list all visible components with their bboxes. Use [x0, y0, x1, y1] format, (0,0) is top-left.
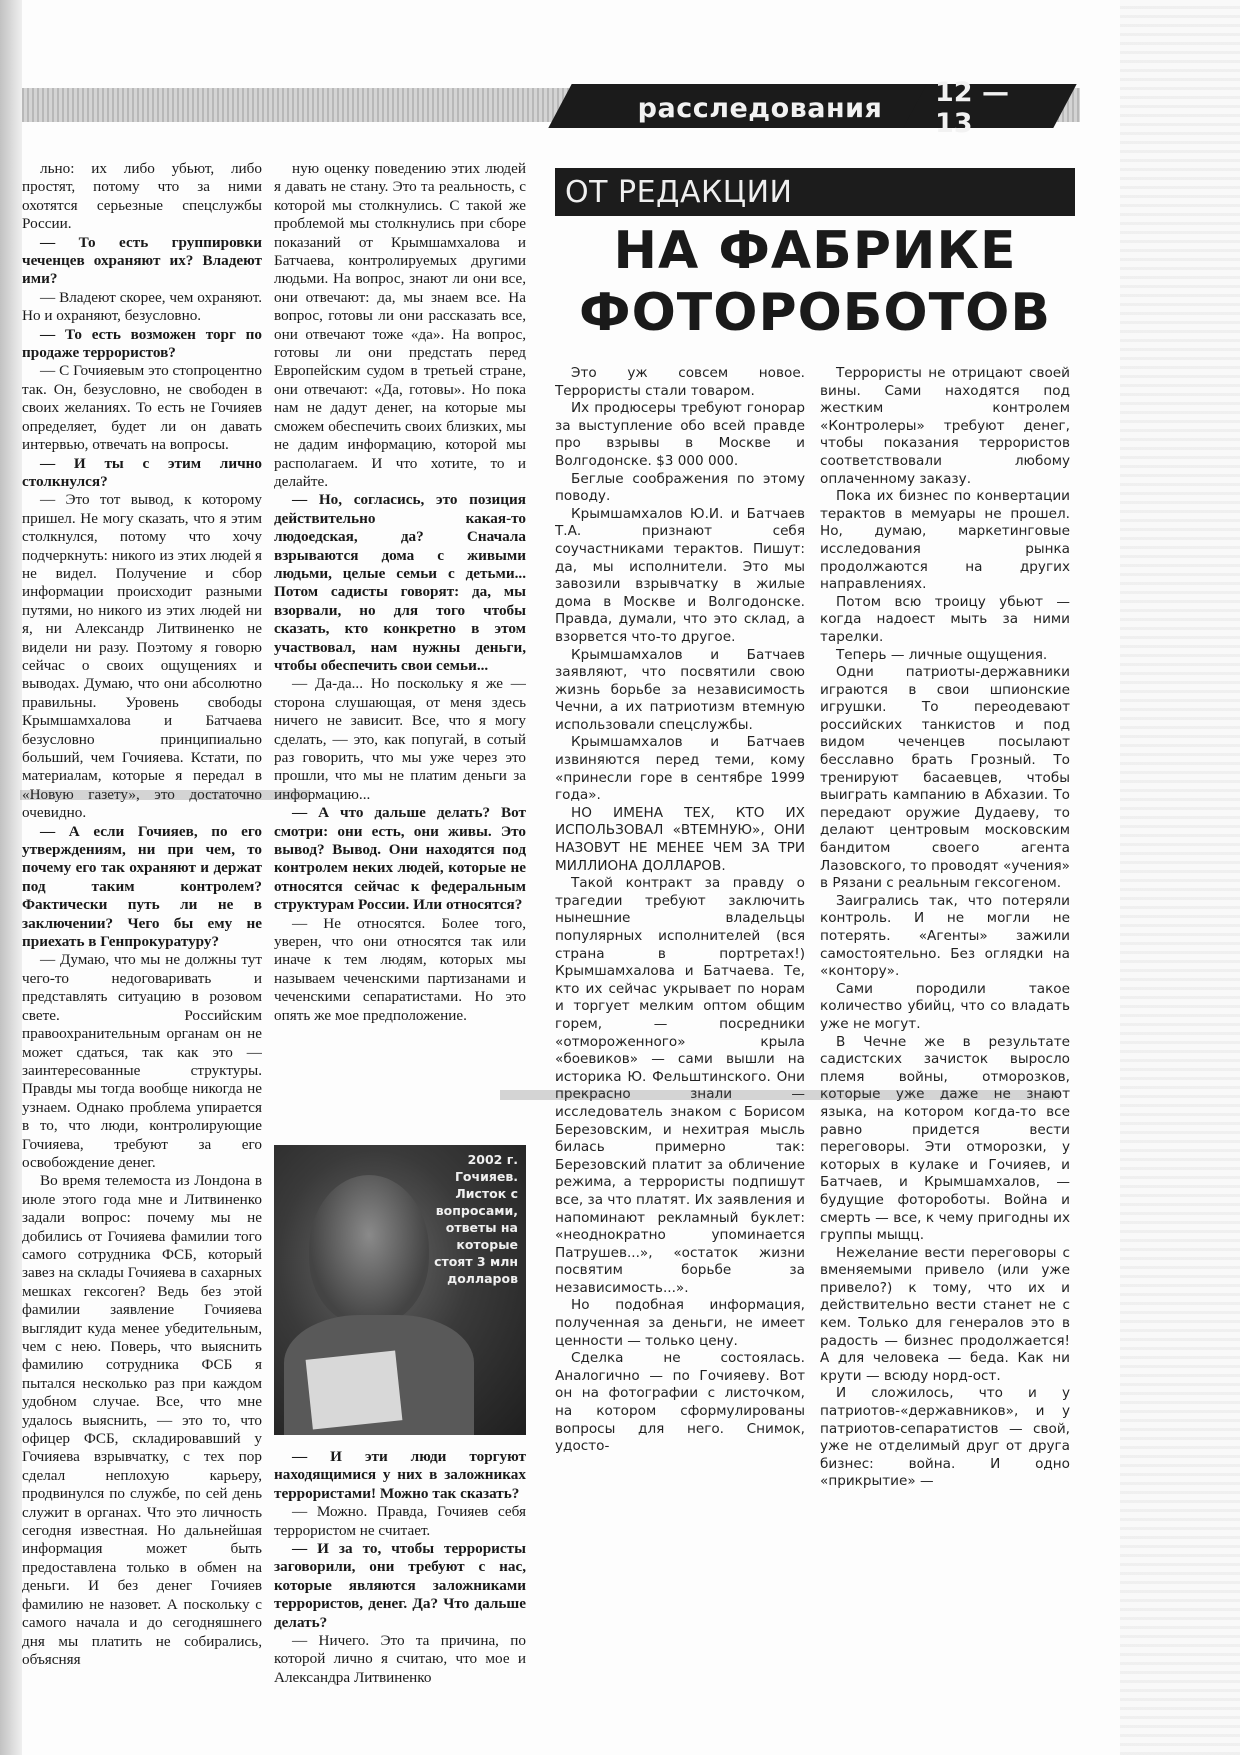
headline-line-2: ФОТОРОБОТОВ [579, 283, 1051, 343]
paragraph: — То есть группировки чеченцев охраняют их? Владеют ими? [22, 233, 262, 288]
scan-smudge [500, 1090, 1060, 1100]
paragraph: И сложилось, что и у патриотов-«державников», и у патриотов-сепаратистов — свой, уже не отделимый друг от друга бизнес: война. И одно «прикрытие» — [820, 1385, 1070, 1490]
paragraph: Одни патриоты-державники играются в свои шпионские игрушки. То переодевают российских танкистов и под видом чеченцев посылают бесславно брать Грозный. То тренируют басаевцев, чтобы выиграть кампанию в Абхазии. То передают оружие Дудаеву, то делают центровым московским бандитом своего агента Лазовского, то проводят «учения» в Рязани с реальным гексогеном. [820, 664, 1070, 892]
paragraph: Пока их бизнес по конвертации терактов в мемуары не прошел. Но, думаю, маркетинговые исследования рынка продолжаются на других направлениях. [820, 488, 1070, 593]
paragraph: Крымшамхалов Ю.И. и Батчаев Т.А. признают себя соучастниками терактов. Пишут: да, мы исполнители. Это мы завозили взрывчатку в жилые дома в Москве и Волгодонске. Правда, думали, что это склад, а взорвется что-то другое. [555, 505, 805, 645]
paragraph: — Не относятся. Более того, уверен, что они относятся так или иначе к тем людям, которых мы называем чеченскими партизанами и чеченскими сепаратистами. Но это опять же мое предположение. [274, 914, 526, 1024]
paragraph: ную оценку поведению этих людей я давать не стану. Это та реальность, с которой мы столкнулись. С такой же проблемой мы столкнулись при сборе показаний от Крымшамхалова и Батчаева, контролируемых другими людьми. На вопрос, знают ли они все, они отвечают: да, мы знаем все. На вопрос, готовы ли они рассказать все, они отвечают тоже «да». На вопрос, готовы ли они предстать перед Европейским судом в третьей стране, они отвечают: «Да, готовы». Но пока нам не дадут денег, на которые мы сможем обеспечить своих близких, мы не дадим информацию, которой мы располагаем. И что хотите, то и делайте. [274, 160, 526, 490]
paragraph: — Это тот вывод, к которому пришел. Не могу сказать, что я этим столкнулся, потому что хочу подчеркнуть: никого из этих людей я не видел. Получение и сбор информации происходит разными путями, но никого из этих людей ни я, ни Александр Литвиненко не видели ни разу. Поэтому я говорю сейчас о своих ощущениях и выводах. Думаю, что они абсолютно правильны. Уровень свободы Крымшамхалова и Батчаева безусловно принципиально больший, чем Гочияева. Кстати, по материалам, которые я передал в «Новую газету», это достаточно очевидно. [22, 491, 262, 822]
paragraph: Крымшамхалов и Батчаев заявляют, что посвятили свою жизнь борьбе за независимость Чечни, а их патриотизм втемную использовали спецслужбы. [555, 646, 805, 733]
photo-caption-text: Гочияев. Листок с вопросами, ответы на которые стоят 3 млн долларов [434, 1169, 518, 1286]
paragraph: Сами породили такое количество убийц, что со владать уже не могут. [820, 980, 1070, 1032]
scan-smudge [20, 790, 310, 800]
scan-edge-left [0, 0, 22, 1755]
editorial-headline [560, 220, 1070, 344]
paragraph: Крымшамхалов и Батчаев извиняются перед теми, кому «принесли горе в сентябре 1999 года». [555, 734, 805, 804]
paragraph: Теперь — личные ощущения. [836, 646, 1048, 663]
paragraph: Нежелание вести переговоры с вменяемыми привело (или уже привело?) к тому, что их и действительно вести станет не с кем. Только для генералов это в радость — бизнес продолжается! А для человека — беда. Как ни крути — всюду норд-ост. [820, 1244, 1070, 1384]
headline-line-1: НА ФАБРИКЕ [613, 221, 1017, 281]
photo-caption-year: 2002 г. [467, 1152, 518, 1167]
section-title: расследования [637, 92, 883, 124]
paragraph: — А если Гочияев, по его утверждениям, ни при чем, то почему его так охраняют и держат под таким контролем? Фактически путь ли не в заключении? Чего бы ему не приехать в Генпрокуратуру? [22, 822, 262, 951]
paragraph: — Владеют скорее, чем охраняют. Но и охраняют, безусловно. [22, 288, 262, 325]
paragraph: Их продюсеры требуют гонорар за выступление обо всей правде про взрывы в Москве и Волгодонске. $3 000 000. [555, 400, 805, 469]
photo-paper-sheet [306, 1350, 403, 1429]
paragraph: — И за то, чтобы террористы заговорили, они требуют с нас, которые являются заложниками террористов, денег. Да? Что дальше делать? [274, 1540, 526, 1631]
paragraph: Во время телемоста из Лондона в июле этого года мне и Литвиненко задали вопрос: почему мы не добились от Гочияева фамилии того самого сотрудника ФСБ, который завез на склады Гочияева в сахарных мешках гексоген? Ведь без этой фамилии заявление Гочияева выглядит куда менее убедительным, чем с нею. Поверь, что выяснить фамилию сотрудника ФСБ я пытался несколько раз при каждом удобном случае. Все, что мне удалось выяснить, — это то, что офицер ФСБ, складировавший у Гочияева взрывчатку, с тех пор сделал неплохую карьеру, продвинулся по службе, по сей день служит в органах. Что это личность сегодня известная. Но дальнейшая информация может быть предоставлена только в обмен на деньги. И без денег Гочияев фамилию не назовет. А поскольку с самого начала и до сегодняшнего дня мы платить не собирались, объясняя [22, 1172, 262, 1668]
paragraph: — А что дальше делать? Вот смотри: они есть, они живы. Это вывод? Вывод. Они находятся под контролем неких людей, которые не относятся сейчас к федеральным структурам России. Или относятся? [274, 804, 526, 914]
paragraph: В Чечне же в результате садистских зачисток выросло племя войны, отморозков, которые уже даже не знают языка, на котором когда-то все равно придется вести переговоры. Эти отморозки, у которых в кулаке и Гочияев, и Батчаев, и Крымшамхалов, — будущие фотороботы. Война и смерть — все, к чему пригодны их группы мыщц. [820, 1033, 1070, 1244]
paragraph: Заигрались так, что потеряли контроль. И не могли не потерять. «Агенты» зажили самостоятельно. Без оглядки на «контору». [820, 892, 1070, 980]
photo-gochiyaev [274, 1145, 526, 1435]
paragraph: — Да-да... Но поскольку я же — сторона слушающая, от меня здесь ничего не зависит. Все, что я могу сделать, — это, как попугай, в сотый раз говорить, что мы уже через это прошли, что мы не платим деньги за информацию... [274, 675, 526, 803]
article-column-2 [274, 160, 526, 1135]
paragraph: Это уж совсем новое. Террористы стали товаром. [555, 365, 805, 399]
paragraph: — Можно. Правда, Гочияев себя террористом не считает. [274, 1503, 526, 1539]
paragraph: Но подобная информация, полученная за деньги, не имеет ценности — только цену. [555, 1297, 805, 1349]
paragraph: — И ты с этим лично столкнулся? [22, 454, 262, 490]
paragraph: Беглые соображения по этому поводу. [555, 470, 805, 505]
article-column-2-continued [274, 1448, 526, 1743]
paragraph: Сделка не состоялась. Аналогично — по Гочияеву. Вот он на фотографии с листочком, на котором сформулированы вопросы для него. Снимок, удосто- [555, 1350, 805, 1455]
paragraph: — Думаю, что мы не должны тут чего-то недоговаривать и представлять ситуацию в розовом свете. Российским правоохранительным органам он не может сдаться, так как это — заинтересованные структуры. Правды мы тогда вообще никогда не узнаем. Однако проблема упирается в то, что люди, контролирующие Гочияева, требуют за его освобождение денег. [22, 951, 262, 1171]
paragraph: Такой контракт за правду о трагедии требуют заключить нынешние владельцы популярных исполнителей (вся страна в портретах!) Крымшамхалова и Батчаева. Те, кто их сейчас укрывает по норам и торгует мелким оптом общим горем, — посредники «отмороженного» крыла «боевиков» — сами вышли на историка Ю. Фельштинского. Они прекрасно знали — исследователь знаком с Борисом Березовским, и нехитрая мысль билась примерно так: Березовский платит за обличение режима, а террористы подпишут все, за что платят. Их заявления и напоминают рекламный буклет: «неоднократно упоминается Патрушев...», «остаток жизни посвятим борьбе за независимость...». [555, 875, 805, 1296]
paragraph: Потом всю троицу убьют — когда надоест мыть за ними тарелки. [820, 593, 1070, 645]
editorial-column-2 [820, 365, 1070, 1745]
photo-face [309, 1175, 429, 1325]
paragraph: — Ничего. Это та причина, по которой лично я считаю, что мое и Александра Литвиненко [274, 1632, 526, 1686]
editorial-label: ОТ РЕДАКЦИИ [565, 174, 793, 210]
scan-edge-right [1120, 0, 1240, 1755]
paragraph: — С Гочияевым это стопроцентно так. Он, безусловно, не свободен в своих желаниях. То есть не Гочияев определяет, будет ли он давать интервью, отвечать на вопросы. [22, 362, 262, 454]
article-column-1 [22, 160, 262, 1745]
paragraph: льно: их либо убьют, либо простят, потому что за ними охотятся серьезные спецслужбы России. [22, 160, 262, 233]
paragraph: Террористы не отрицают своей вины. Сами находятся под жестким контролем «Контролеры» требуют денег, чтобы показания террористов соответствовали любому оплаченному заказу. [820, 365, 1070, 487]
page-numbers: 12 — 13 [935, 77, 1009, 139]
photo-caption [418, 1151, 518, 1287]
paragraph: НО ИМЕНА ТЕХ, КТО ИХ ИСПОЛЬЗОВАЛ «ВТЕМНУЮ», ОНИ НАЗОВУТ НЕ МЕНЕЕ ЧЕМ ЗА ТРИ МИЛЛИОНА ДОЛЛАРОВ. [555, 804, 805, 874]
editorial-column-1 [555, 365, 805, 1745]
paragraph: — И эти люди торгуют находящимися у них в заложниках террористами! Можно так сказать? [274, 1448, 526, 1502]
paragraph: — Но, согласись, это позиция действительно какая-то людоедская, да? Сначала взрываются дома с живыми людьми, целые семьи с детьми... Потом садисты говорят: да, мы взорвали, но для того чтобы сказать, кто конкретно в этом участвовал, нам нужны деньги, чтобы обеспечить свои семьи... [274, 491, 526, 674]
paragraph: — То есть возможен торг по продаже террористов? [22, 325, 262, 362]
